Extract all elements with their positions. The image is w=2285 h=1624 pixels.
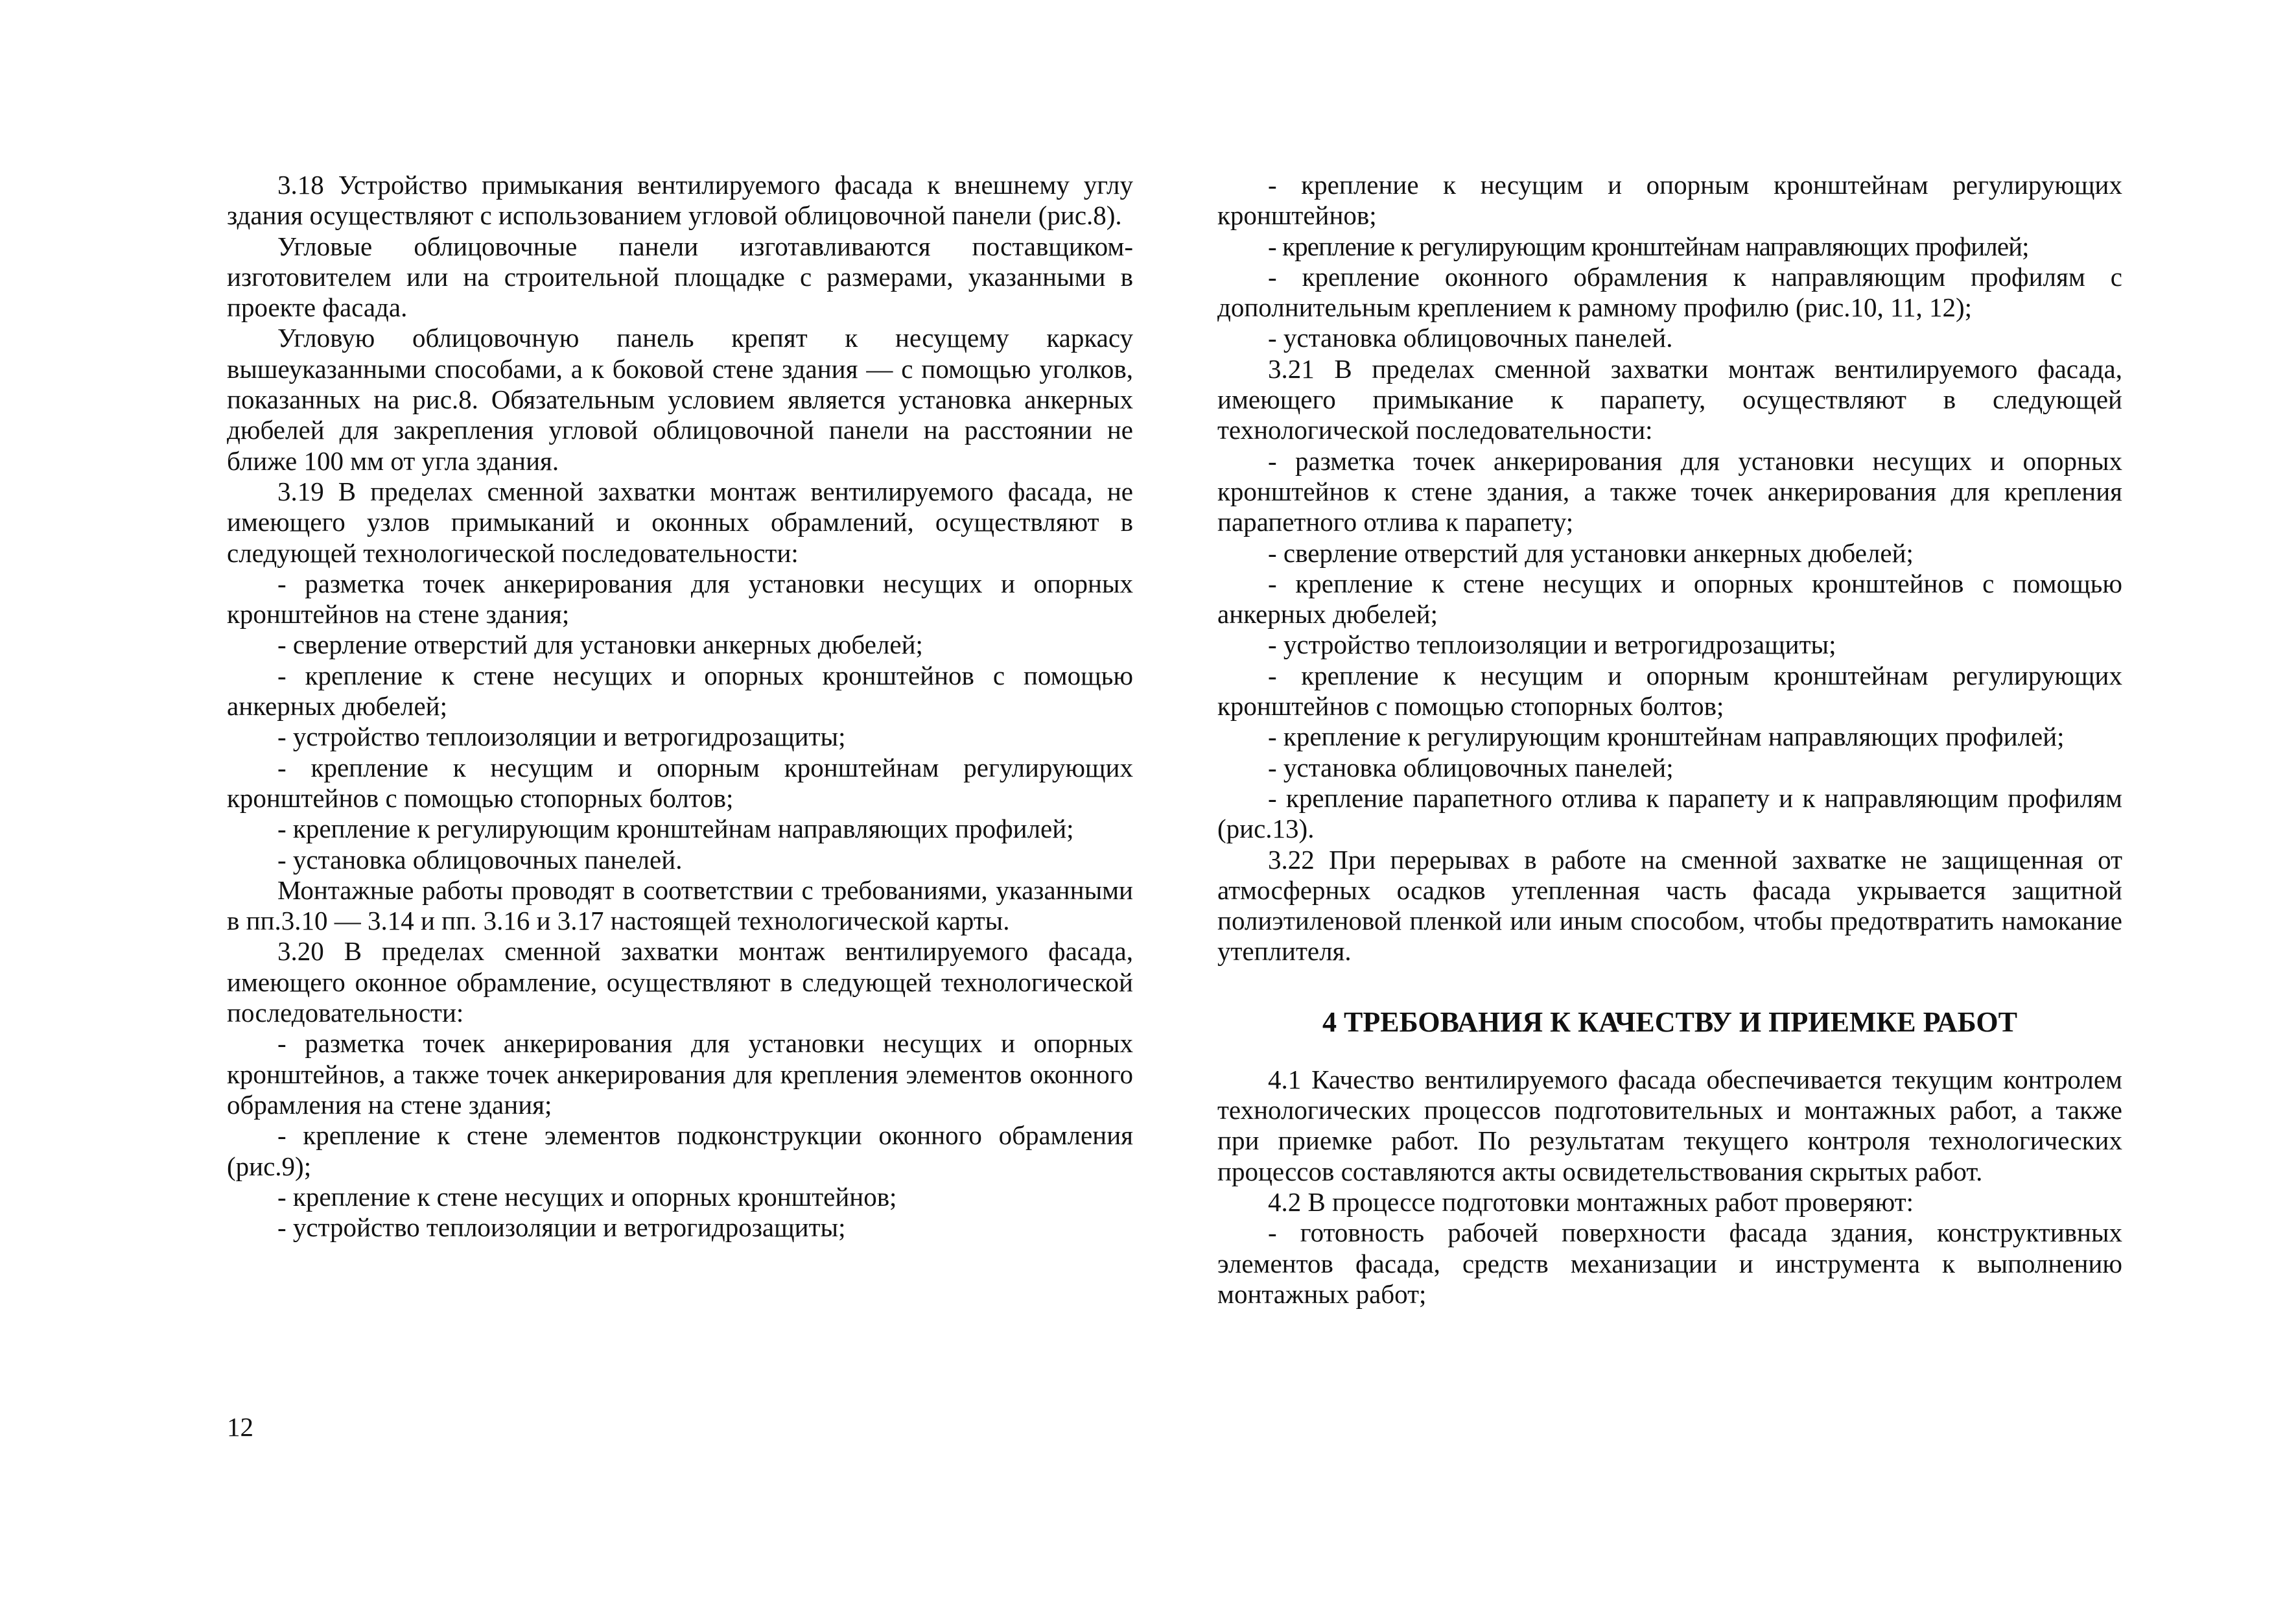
list-item: - крепление к стене несущих и опорных кронштейнов с помощью анкерных дюбелей; — [227, 660, 1133, 722]
list-item: - крепление к стене несущих и опорных кронштейнов с помощью анкерных дюбелей; — [1217, 568, 2122, 630]
list-item: - крепление к регулирующим кронштейнам направляющих профилей; — [1268, 722, 2065, 752]
list-item: - устройство теплоизоляции и ветрогидрозащиты; — [277, 1212, 846, 1243]
section-heading: 4 ТРЕБОВАНИЯ К КАЧЕСТВУ И ПРИЕМКЕ РАБОТ — [1322, 1006, 2017, 1038]
list-item: - крепление к стене несущих и опорных кронштейнов; — [277, 1181, 897, 1212]
paragraph-corner-panels: Угловые облицовочные панели изготавливаются поставщиком-изготовителем или на строительной площадке с размерами, указанными в проекте фасада. — [227, 231, 1133, 323]
list-item: - разметка точек анкерирования для установки несущих и опорных кронштейнов к стене здания, а также точек анкерирования для крепления парапетного отлива к парапету; — [1217, 445, 2122, 537]
list-item: - устройство теплоизоляции и ветрогидрозащиты; — [1268, 630, 1836, 660]
list-item: - установка облицовочных панелей. — [1268, 323, 1673, 353]
list-item: - сверление отверстий для установки анкерных дюбелей; — [277, 630, 923, 660]
paragraph-4-2: 4.2 В процессе подготовки монтажных работ проверяют: — [1268, 1186, 1914, 1217]
paragraph-3-21: 3.21 В пределах сменной захватки монтаж вентилируемого фасада, имеющего примыкание к парапету, осуществляют в следующей технологической последовательности: — [1217, 353, 2122, 445]
list-item: - установка облицовочных панелей. — [277, 844, 683, 875]
list-item: - крепление к несущим и опорным кронштейнам регулирующих кронштейнов; — [1217, 170, 2122, 231]
list-item: - сверление отверстий для установки анкерных дюбелей; — [1268, 537, 1914, 568]
list-item: - разметка точек анкерирования для установки несущих и опорных кронштейнов, а также точек анкерирования для крепления элементов оконного обрамления на стене здания; — [227, 1028, 1133, 1120]
list-item: - устройство теплоизоляции и ветрогидрозащиты; — [277, 722, 846, 752]
paragraph-4-1: 4.1 Качество вентилируемого фасада обеспечивается текущим контролем технологических процессов подготовительных и монтажных работ, а также при приемке работ. По результатам текущего контроля технологических процессов составляются акты освидетельствования скрытых работ. — [1217, 1064, 2122, 1186]
list-item: - крепление к несущим и опорным кронштейнам регулирующих кронштейнов с помощью стопорных болтов; — [1217, 660, 2122, 722]
list-item: - крепление к стене элементов подконструкции оконного обрамления (рис.9); — [227, 1120, 1133, 1181]
list-item: - готовность рабочей поверхности фасада здания, конструктивных элементов фасада, средств механизации и инструмента к выполнению монтажных работ; — [1217, 1218, 2122, 1309]
list-item: - установка облицовочных панелей; — [1268, 752, 1674, 783]
list-item: - крепление оконного обрамления к направляющим профилям с дополнительным креплением к рамному профилю (рис.10, 11, 12); — [1217, 261, 2122, 323]
paragraph-installation-works: Монтажные работы проводят в соответствии с требованиями, указанными в пп.3.10 — 3.14 и пп. 3.16 и 3.17 настоящей технологической карты. — [227, 875, 1133, 936]
paragraph-corner-panel-fixing: Угловую облицовочную панель крепят к несущему каркасу вышеуказанными способами, а к боковой стене здания — с помощью уголков, показанных на рис.8. Обязательным условием является установка анкерных дюбелей для закрепления угловой облицовочной панели на расстоянии не ближе 100 мм от угла здания. — [227, 323, 1133, 476]
list-item: - крепление к несущим и опорным кронштейнам регулирующих кронштейнов с помощью стопорных болтов; — [227, 752, 1133, 813]
list-item: - разметка точек анкерирования для установки несущих и опорных кронштейнов на стене здания; — [227, 568, 1133, 630]
paragraph-3-19: 3.19 В пределах сменной захватки монтаж вентилируемого фасада, не имеющего узлов примыканий и оконных обрамлений, осуществляют в следующей технологической последовательности: — [227, 476, 1133, 568]
paragraph-3-22: 3.22 При перерывах в работе на сменной захватке не защищенная от атмосферных осадков утепленная часть фасада укрывается защитной полиэтиленовой пленкой или иным способом, чтобы предотвратить намокание утеплителя. — [1217, 844, 2122, 967]
list-item: - крепление парапетного отлива к парапету и к направляющим профилям (рис.13). — [1217, 783, 2122, 844]
list-item: - крепление к регулирующим кронштейнам направляющих профилей; — [277, 814, 1074, 844]
paragraph-3-20: 3.20 В пределах сменной захватки монтаж вентилируемого фасада, имеющего оконное обрамление, осуществляют в следующей технологической последовательности: — [227, 936, 1133, 1028]
right-column — [1217, 170, 2122, 1310]
paragraph-3-18: 3.18 Устройство примыкания вентилируемого фасада к внешнему углу здания осуществляют с использованием угловой облицовочной панели (рис.8). — [227, 170, 1133, 231]
page-number: 12 — [227, 1412, 253, 1442]
list-item: - крепление к регулирующим кронштейнам направляющих профилей; — [1268, 231, 2029, 261]
left-column — [227, 170, 1133, 1243]
